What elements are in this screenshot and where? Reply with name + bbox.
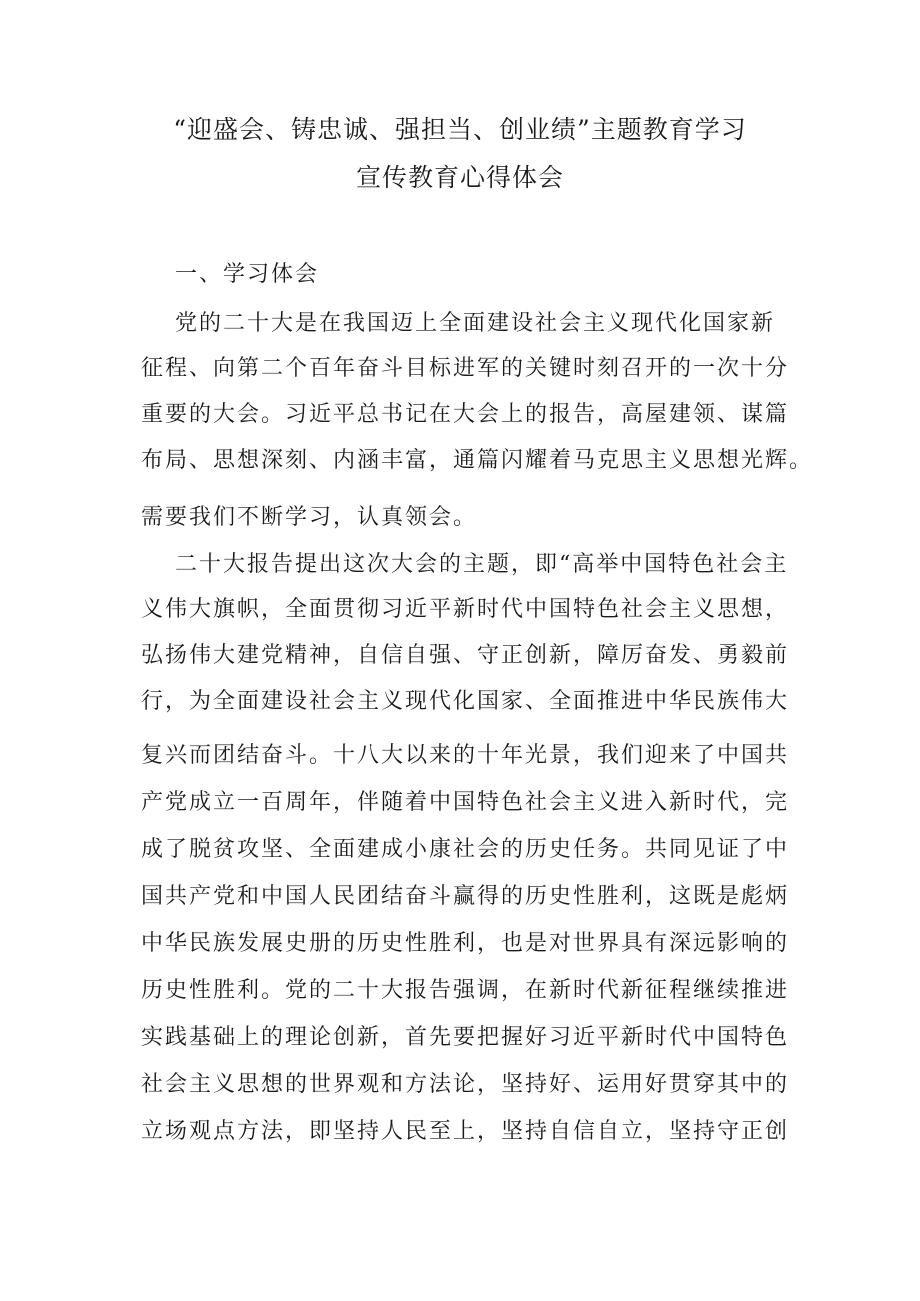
paragraph-1-line: 重要的大会。习近平总书记在大会上的报告，高屋建领、谋篇 <box>141 402 790 427</box>
paragraph-2-line: 历史性胜利。党的二十大报告强调，在新时代新征程继续推进 <box>141 978 790 1003</box>
paragraph-2-line: 成了脱贫攻坚、全面建成小康社会的历史任务。共同见证了中 <box>141 837 790 862</box>
paragraph-2-line: 行，为全面建设社会主义现代化国家、全面推进中华民族伟大 <box>141 689 790 714</box>
paragraph-2-line: 立场观点方法，即坚持人民至上，坚持自信自立，坚持守正创 <box>141 1119 790 1144</box>
paragraph-2-line: 义伟大旗帜，全面贯彻习近平新时代中国特色社会主义思想， <box>141 597 790 622</box>
paragraph-2-line: 国共产党和中国人民团结奋斗赢得的历史性胜利，这既是彪炳 <box>141 884 790 909</box>
paragraph-2-line: 实践基础上的理论创新，首先要把握好习近平新时代中国特色 <box>141 1025 790 1050</box>
paragraph-1-line: 需要我们不断学习，认真领会。 <box>141 505 478 530</box>
paragraph-2-line: 弘扬伟大建党精神，自信自强、守正创新，障厉奋发、勇毅前 <box>141 643 790 668</box>
document-title-line-2: 宣传教育心得体会 <box>355 163 564 192</box>
paragraph-2-line: 产党成立一百周年，伴随着中国特色社会主义进入新时代，完 <box>141 790 790 815</box>
paragraph-1-line: 布局、思想深刻、内涵丰富，通篇闪耀着马克思主义思想光辉。 <box>141 448 814 473</box>
paragraph-2-line: 中华民族发展史册的历史性胜利，也是对世界具有深远影响的 <box>141 931 790 956</box>
paragraph-2-line: 二十大报告提出这次大会的主题，即“高举中国特色社会主 <box>175 552 789 577</box>
paragraph-2-line: 复兴而团结奋斗。十八大以来的十年光景，我们迎来了中国共 <box>141 743 790 768</box>
paragraph-1-line: 征程、向第二个百年奋斗目标进军的关键时刻召开的一次十分 <box>141 356 790 381</box>
document-title-line-1: “迎盛会、铸忠诚、强担当、创业绩”主题教育学习 <box>173 115 747 144</box>
paragraph-2-line: 社会主义思想的世界观和方法论，坚持好、运用好贯穿其中的 <box>141 1072 790 1097</box>
paragraph-1-line: 党的二十大是在我国迈上全面建设社会主义现代化国家新 <box>175 311 776 336</box>
section-heading: 一、学习体会 <box>175 262 320 287</box>
